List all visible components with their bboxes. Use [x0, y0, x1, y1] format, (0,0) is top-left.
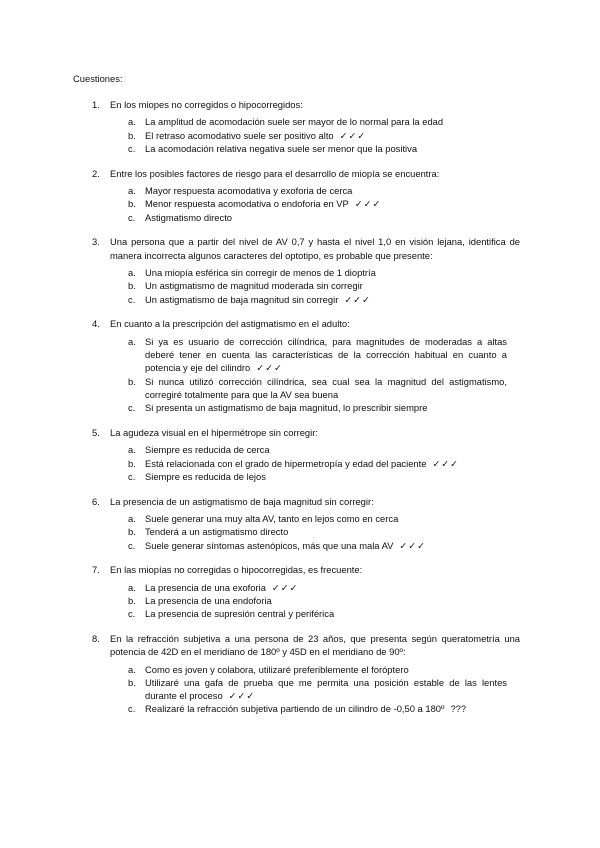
option-letter: c. — [128, 539, 136, 551]
option-item — [0, 142, 600, 155]
option-text: Realizaré la refracción subjetiva partiendo de un cilindro de -0,50 a 180º — [145, 703, 445, 715]
option-letter: b. — [128, 198, 136, 210]
question-number: 3. — [92, 236, 100, 248]
option-text-block — [145, 702, 507, 715]
question-item — [0, 317, 600, 414]
option-text-block — [145, 142, 507, 155]
question-text: La agudeza visual en el hipermétrope sin corregir: — [110, 426, 318, 438]
option-text: La amplitud de acomodación suele ser mayor de lo normal para la edad — [145, 116, 444, 128]
option-text: Mayor respuesta acomodativa y exoforia de cerca — [145, 184, 353, 196]
option-list — [0, 443, 600, 483]
option-item — [0, 457, 600, 470]
option-list — [0, 115, 600, 155]
option-text: Siempre es reducida de cerca — [145, 444, 270, 456]
option-text-block — [145, 401, 507, 414]
option-item — [0, 525, 600, 538]
option-item — [0, 211, 600, 224]
option-item — [0, 470, 600, 483]
check-mark: ✓✓✓ — [339, 129, 367, 141]
check-mark: ✓✓✓ — [354, 198, 382, 210]
option-list — [0, 266, 600, 306]
option-text: Astigmatismo directo — [145, 211, 233, 223]
check-mark: ✓✓✓ — [256, 362, 283, 374]
question-number: 4. — [92, 318, 100, 330]
question-text: Entre los posibles factores de riesgo para el desarrollo de miopía se encuentra: — [110, 167, 440, 179]
option-text-block — [145, 293, 507, 306]
option-text: Un astigmatismo de baja magnitud sin corregir — [145, 293, 339, 305]
question-text: En cuanto a la prescripción del astigmatismo en el adulto: — [110, 318, 350, 330]
option-text: Menor respuesta acomodativa o endoforia en VP — [145, 198, 349, 210]
option-text-block — [145, 335, 507, 375]
option-text-block — [145, 594, 507, 607]
option-list — [0, 581, 600, 621]
question-number: 7. — [92, 564, 100, 576]
question-text: En los miopes no corregidos o hipocorregidos: — [110, 99, 303, 110]
question-mark: ??? — [450, 703, 467, 715]
option-text-block — [145, 525, 507, 538]
question-number: 5. — [92, 426, 100, 438]
option-text: Siempre es reducida de lejos — [145, 470, 266, 482]
question-item — [0, 563, 600, 620]
option-item — [0, 375, 600, 402]
option-list — [0, 512, 600, 552]
option-item — [0, 293, 600, 306]
option-item — [0, 607, 600, 620]
option-item — [0, 443, 600, 456]
option-letter: a. — [128, 266, 136, 278]
option-item — [0, 581, 600, 594]
heading: Cuestiones: — [73, 73, 123, 84]
option-list — [0, 335, 600, 415]
question-text: En la refracción subjetiva a una persona de 23 años, que presenta según queratometría una potencia de 42D en el meridiano de 180º y 45D en el meridiano de 90º: — [110, 633, 520, 658]
question-text: Una persona que a partir del nivel de AV 0,7 y hasta el nivel 1,0 en visión lejana, identifica de manera incorrecta algunos caracteres del optotipo, es probable que presente: — [110, 236, 520, 261]
check-mark: ✓✓✓ — [399, 539, 426, 551]
option-text-block — [145, 470, 507, 483]
option-letter: b. — [128, 676, 136, 688]
question-list — [0, 98, 600, 727]
option-text: La acomodación relativa negativa suele ser menor que la positiva — [145, 142, 418, 154]
option-item — [0, 512, 600, 525]
option-text-block — [145, 443, 507, 456]
check-mark: ✓✓✓ — [432, 457, 460, 469]
option-letter: b. — [128, 457, 136, 469]
option-text: Si presenta un astigmatismo de baja magnitud, lo prescribir siempre — [145, 402, 428, 414]
option-item — [0, 594, 600, 607]
option-list — [0, 184, 600, 224]
option-text: Suele generar una muy alta AV, tanto en lejos como en cerca — [145, 512, 399, 524]
option-item — [0, 184, 600, 197]
option-item — [0, 129, 600, 142]
check-mark: ✓✓✓ — [228, 690, 256, 702]
option-letter: c. — [128, 608, 136, 620]
option-text: Un astigmatismo de magnitud moderada sin corregir — [145, 280, 363, 292]
option-text: Está relacionada con el grado de hipermetropía y edad del paciente — [145, 457, 427, 469]
option-text-block — [145, 539, 507, 552]
question-number: 1. — [92, 99, 100, 110]
option-letter: c. — [128, 211, 136, 223]
option-item — [0, 539, 600, 552]
question-item — [0, 167, 600, 224]
option-text: La presencia de una endoforia — [145, 594, 272, 606]
option-item — [0, 663, 600, 676]
option-text: La presencia de supresión central y periférica — [145, 608, 335, 620]
option-letter: c. — [128, 293, 136, 305]
option-letter: c. — [128, 470, 136, 482]
option-letter: b. — [128, 129, 136, 141]
question-text: La presencia de un astigmatismo de baja magnitud sin corregir: — [110, 495, 374, 507]
option-letter: a. — [128, 512, 136, 524]
option-item — [0, 279, 600, 292]
option-text-block — [145, 457, 507, 470]
question-number: 6. — [92, 495, 100, 507]
option-item — [0, 401, 600, 414]
option-text-block — [145, 512, 507, 525]
check-mark: ✓✓✓ — [344, 293, 371, 305]
option-text: Una miopía esférica sin corregir de menos de 1 dioptría — [145, 266, 376, 278]
question-item — [0, 632, 600, 716]
option-letter: a. — [128, 116, 136, 128]
question-item — [0, 235, 600, 305]
option-item — [0, 676, 600, 703]
question-number: 8. — [92, 633, 100, 644]
option-item — [0, 115, 600, 128]
option-text: Utilizaré una gafa de prueba que me permita una posición estable de las lentes durante el proceso — [145, 676, 507, 702]
option-text-block — [145, 607, 507, 620]
option-text-block — [145, 581, 507, 594]
option-text-block — [145, 115, 507, 128]
option-letter: a. — [128, 335, 136, 347]
option-item — [0, 266, 600, 279]
option-letter: a. — [128, 663, 136, 675]
question-item — [0, 495, 600, 552]
option-text-block — [145, 279, 507, 292]
option-item — [0, 335, 600, 375]
option-letter: a. — [128, 581, 136, 593]
option-text-block — [145, 676, 507, 703]
option-letter: a. — [128, 184, 136, 196]
option-text: Si nunca utilizó corrección cilíndrica, sea cual sea la magnitud del astigmatismo, corregiré totalmente para que la AV sea buena — [145, 375, 507, 400]
option-text-block — [145, 211, 507, 224]
question-item — [0, 426, 600, 483]
option-text: Tenderá a un astigmatismo directo — [145, 526, 289, 538]
option-text-block — [145, 197, 507, 210]
option-text: La presencia de una exoforia — [145, 581, 266, 593]
option-text-block — [145, 266, 507, 279]
question-item — [0, 98, 600, 155]
option-letter: c. — [128, 402, 136, 414]
option-text-block — [145, 129, 507, 142]
option-letter: b. — [128, 375, 136, 387]
option-letter: c. — [128, 703, 136, 715]
option-item — [0, 702, 600, 715]
option-letter: b. — [128, 526, 136, 538]
option-text: El retraso acomodativo suele ser positivo alto — [145, 129, 334, 141]
option-text: Como es joven y colabora, utilizaré preferiblemente el foróptero — [145, 663, 409, 675]
question-text: En las miopías no corregidas o hipocorregidas, es frecuente: — [110, 564, 363, 576]
option-item — [0, 197, 600, 210]
option-list — [0, 663, 600, 716]
option-letter: c. — [128, 142, 136, 154]
option-text-block — [145, 375, 507, 402]
option-text-block — [145, 184, 507, 197]
check-mark: ✓✓✓ — [271, 581, 299, 593]
option-letter: b. — [128, 594, 136, 606]
question-number: 2. — [92, 167, 100, 179]
option-text: Si ya es usuario de corrección cilíndrica, para magnitudes de moderadas a altas deberé tener en cuenta las características de la corrección habitual en cuanto a potencia y eje del cilindro — [145, 335, 507, 374]
option-letter: b. — [128, 280, 136, 292]
option-text: Suele generar síntomas astenópicos, más que una mala AV — [145, 539, 394, 551]
option-letter: a. — [128, 444, 136, 456]
option-text-block — [145, 663, 507, 676]
